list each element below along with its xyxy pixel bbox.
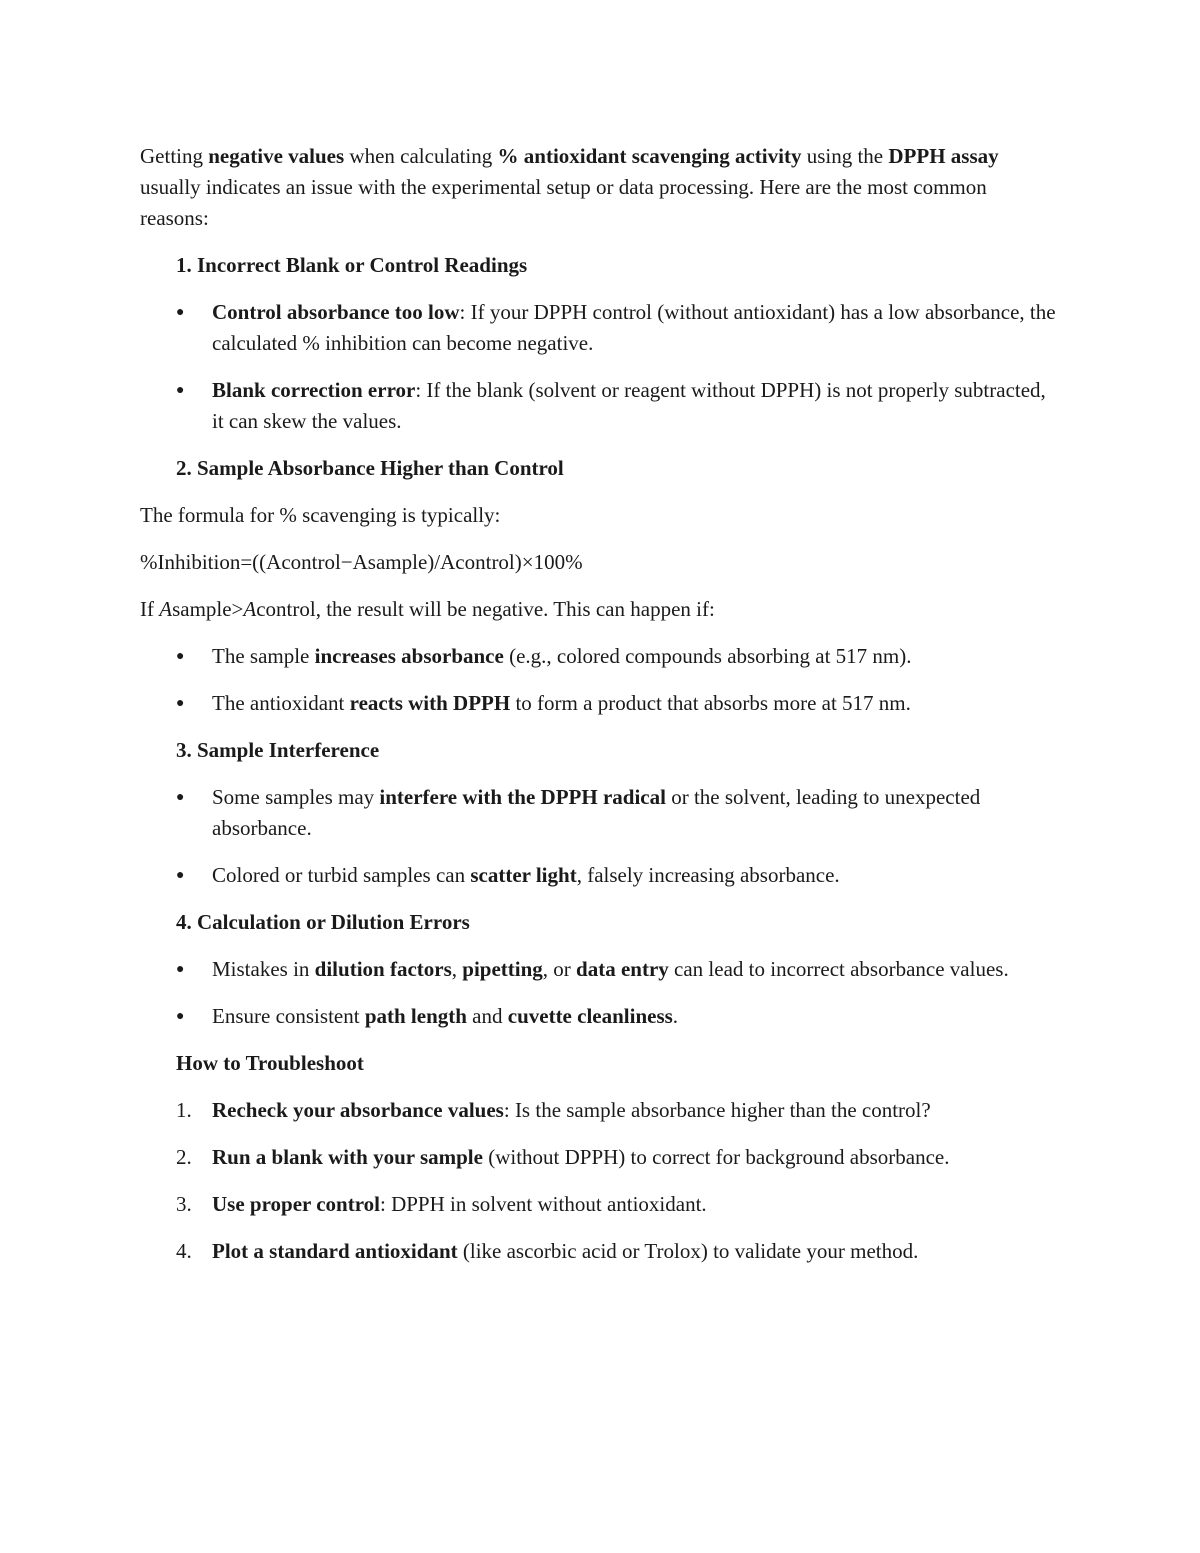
bullet-icon: ● bbox=[176, 696, 185, 711]
list-number: 2. bbox=[176, 1145, 192, 1169]
list-item: ● Ensure consistent path length and cuvette cleanliness. bbox=[140, 1001, 1060, 1032]
bullet-icon: ● bbox=[176, 868, 185, 883]
list-item: ● Control absorbance too low: If your DPPH control (without antioxidant) has a low absorbance, the calculated % inhibition can become negative. bbox=[140, 297, 1060, 359]
list-item: 4. Plot a standard antioxidant (like ascorbic acid or Trolox) to validate your method. bbox=[140, 1236, 1060, 1267]
list-item: 1. Recheck your absorbance values: Is the sample absorbance higher than the control? bbox=[140, 1095, 1060, 1126]
bullet-icon: ● bbox=[176, 1009, 185, 1024]
section-heading-1: 1. Incorrect Blank or Control Readings bbox=[176, 253, 528, 277]
formula-intro: The formula for % scavenging is typically: bbox=[140, 503, 501, 527]
list-item: 3. Use proper control: DPPH in solvent without antioxidant. bbox=[140, 1189, 1060, 1220]
list-item: ● The sample increases absorbance (e.g., colored compounds absorbing at 517 nm). bbox=[140, 641, 1060, 672]
section-3-list bbox=[140, 782, 1060, 891]
section-heading-2: 2. Sample Absorbance Higher than Control bbox=[176, 456, 564, 480]
list-number: 1. bbox=[176, 1098, 192, 1122]
section-4-list bbox=[140, 954, 1060, 1032]
bullet-icon: ● bbox=[176, 790, 185, 805]
section-heading-3: 3. Sample Interference bbox=[176, 738, 380, 762]
section-heading-4: 4. Calculation or Dilution Errors bbox=[176, 910, 470, 934]
intro-paragraph: Getting negative values when calculating % antioxidant scavenging activity using the DPPH assay usually indicates an issue with the experimental setup or data processing. Here are the most common reasons: bbox=[140, 144, 999, 230]
formula: %Inhibition=((Acontrol−Asample)/Acontrol)×100% bbox=[140, 550, 583, 574]
bullet-icon: ● bbox=[176, 383, 185, 398]
list-item: ● Mistakes in dilution factors, pipetting, or data entry can lead to incorrect absorbance values. bbox=[140, 954, 1060, 985]
list-item: ● Blank correction error: If the blank (solvent or reagent without DPPH) is not properly subtracted, it can skew the values. bbox=[140, 375, 1060, 437]
list-item: ● Some samples may interfere with the DPPH radical or the solvent, leading to unexpected absorbance. bbox=[140, 782, 1060, 844]
bullet-icon: ● bbox=[176, 649, 185, 664]
list-item: ● Colored or turbid samples can scatter light, falsely increasing absorbance. bbox=[140, 860, 1060, 891]
list-item: ● The antioxidant reacts with DPPH to form a product that absorbs more at 517 nm. bbox=[140, 688, 1060, 719]
list-number: 4. bbox=[176, 1239, 192, 1263]
bullet-icon: ● bbox=[176, 305, 185, 320]
section-heading-troubleshoot: How to Troubleshoot bbox=[176, 1051, 364, 1075]
section-1-list bbox=[140, 297, 1060, 437]
section-2-list bbox=[140, 641, 1060, 719]
troubleshoot-list bbox=[140, 1095, 1060, 1267]
list-number: 3. bbox=[176, 1192, 192, 1216]
bullet-icon: ● bbox=[176, 962, 185, 977]
document-body bbox=[140, 141, 1060, 1283]
list-item: 2. Run a blank with your sample (without DPPH) to correct for background absorbance. bbox=[140, 1142, 1060, 1173]
condition-paragraph: If Asample>Acontrol, the result will be negative. This can happen if: bbox=[140, 597, 715, 621]
